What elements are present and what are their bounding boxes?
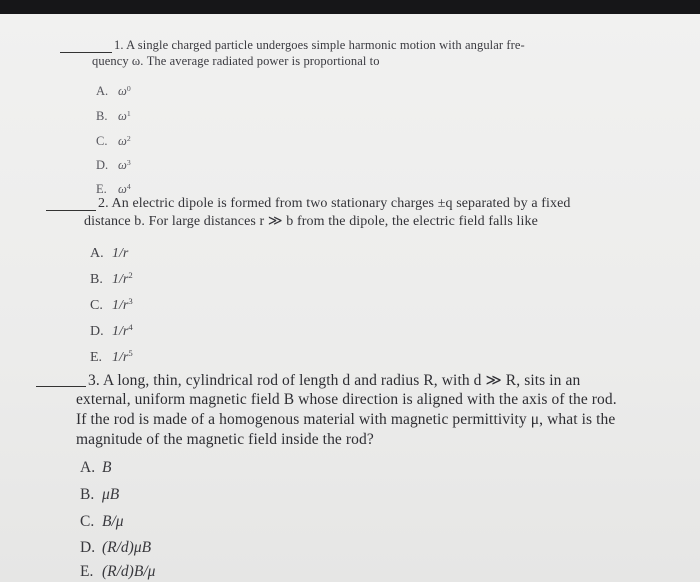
question-3-option-e[interactable] bbox=[80, 563, 155, 581]
question-1-option-a[interactable] bbox=[96, 84, 131, 99]
question-3-number: 3. bbox=[88, 372, 100, 389]
option-label: E. bbox=[90, 350, 103, 365]
question-3-line-4: magnitude of the magnetic field inside the rod? bbox=[76, 431, 374, 448]
option-label: D. bbox=[96, 158, 109, 172]
top-dark-edge bbox=[0, 0, 700, 14]
option-exponent: 4 bbox=[128, 322, 133, 333]
question-1-text-line-1: A single charged particle undergoes simple harmonic motion with angular fre- bbox=[126, 38, 525, 52]
question-3-option-a[interactable] bbox=[80, 459, 111, 477]
option-label: E. bbox=[96, 182, 107, 196]
option-exponent: 1 bbox=[126, 108, 131, 118]
option-text: ω bbox=[118, 109, 127, 123]
question-1-option-c[interactable] bbox=[96, 134, 131, 149]
question-2-option-e[interactable] bbox=[90, 350, 133, 366]
option-text: μB bbox=[102, 486, 120, 503]
option-exponent: 2 bbox=[128, 270, 133, 281]
question-3-option-d[interactable] bbox=[80, 539, 151, 557]
option-exponent: 0 bbox=[126, 83, 131, 93]
answer-blank-3[interactable] bbox=[36, 386, 86, 387]
option-label: C. bbox=[90, 298, 103, 313]
option-text: 1/r bbox=[112, 272, 129, 287]
option-text: B bbox=[102, 459, 112, 476]
option-label: B. bbox=[96, 109, 108, 123]
question-2-option-d[interactable] bbox=[90, 324, 133, 340]
exam-page bbox=[0, 14, 700, 582]
option-text: ω bbox=[118, 158, 127, 172]
answer-blank-1[interactable] bbox=[60, 52, 112, 53]
question-1-option-b[interactable] bbox=[96, 109, 131, 124]
option-exponent: 5 bbox=[128, 348, 133, 359]
question-3-option-b[interactable] bbox=[80, 486, 119, 504]
option-exponent: 2 bbox=[126, 133, 131, 143]
option-label: D. bbox=[90, 324, 104, 339]
question-2-option-b[interactable] bbox=[90, 272, 133, 288]
option-text: 1/r bbox=[112, 298, 129, 313]
question-1-option-e[interactable] bbox=[96, 182, 131, 197]
question-2-number: 2. bbox=[98, 196, 109, 211]
question-1-line-1 bbox=[114, 38, 525, 53]
option-label: D. bbox=[80, 539, 96, 556]
question-2-option-a[interactable] bbox=[90, 246, 128, 262]
option-label: A. bbox=[90, 246, 104, 261]
question-2-line-2: distance b. For large distances r ≫ b from the dipole, the electric field falls like bbox=[84, 214, 538, 229]
option-label: B. bbox=[90, 272, 103, 287]
question-1-line-2: quency ω. The average radiated power is proportional to bbox=[92, 54, 380, 68]
option-text: B/μ bbox=[102, 513, 124, 530]
option-exponent: 3 bbox=[128, 296, 133, 307]
question-2-text-line-1: An electric dipole is formed from two stationary charges ±q separated by a fixed bbox=[111, 196, 571, 211]
question-1-number: 1. bbox=[114, 38, 124, 52]
option-text: ω bbox=[118, 84, 127, 98]
question-1-option-d[interactable] bbox=[96, 158, 131, 173]
question-3-line-3: If the rod is made of a homogenous material with magnetic permittivity μ, what is the bbox=[76, 411, 616, 428]
option-label: E. bbox=[80, 563, 94, 580]
question-3-line-1 bbox=[88, 371, 580, 390]
question-2-line-1 bbox=[98, 196, 571, 212]
option-text: 1/r bbox=[112, 350, 129, 365]
option-label: A. bbox=[80, 459, 96, 476]
answer-blank-2[interactable] bbox=[46, 210, 96, 211]
question-3-text-line-1: A long, thin, cylindrical rod of length d and radius R, with d ≫ R, sits in an bbox=[102, 372, 581, 389]
question-3-line-2: external, uniform magnetic field B whose direction is aligned with the axis of the rod. bbox=[76, 391, 617, 408]
option-exponent: 4 bbox=[126, 181, 131, 191]
question-2-option-c[interactable] bbox=[90, 298, 133, 314]
option-label: C. bbox=[80, 513, 95, 530]
option-text: ω bbox=[118, 134, 127, 148]
option-text: (R/d)μB bbox=[102, 539, 152, 556]
option-text: 1/r bbox=[112, 324, 129, 339]
option-text: ω bbox=[118, 182, 127, 196]
option-label: A. bbox=[96, 84, 109, 98]
option-label: C. bbox=[96, 134, 108, 148]
question-3-option-c[interactable] bbox=[80, 513, 124, 531]
option-text: 1/r bbox=[112, 246, 129, 261]
option-text: (R/d)B/μ bbox=[102, 563, 156, 580]
option-exponent: 3 bbox=[126, 157, 131, 167]
option-label: B. bbox=[80, 486, 95, 503]
